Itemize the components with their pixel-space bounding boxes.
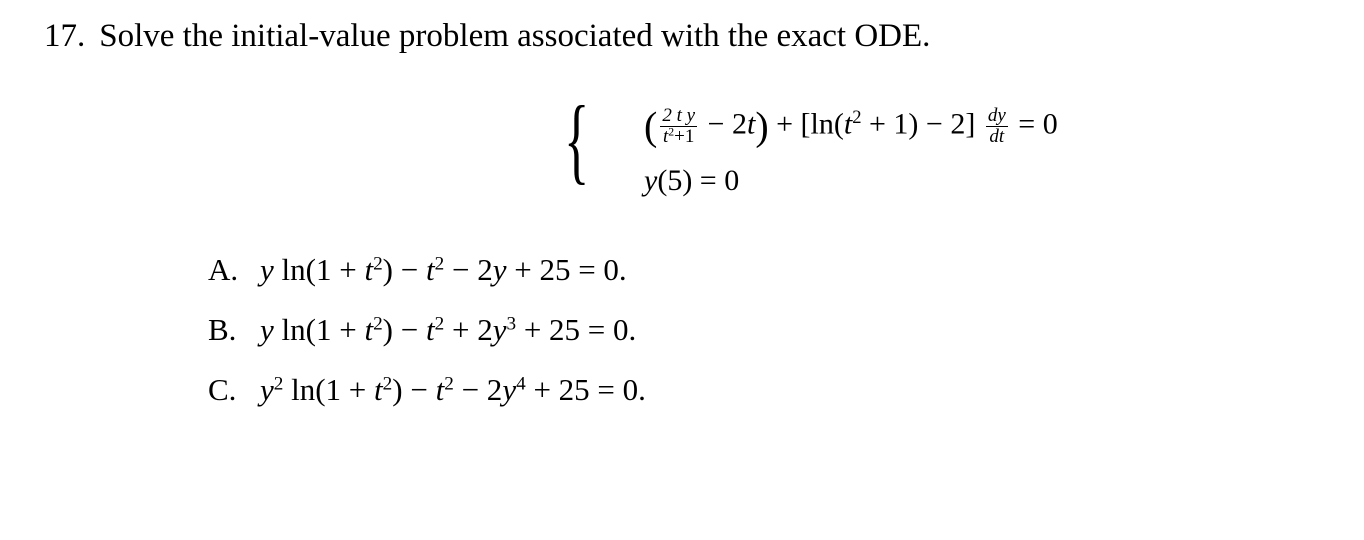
equals-zero: = 0 [1018, 107, 1058, 141]
fraction-numerator: 2 t y [662, 105, 696, 126]
t-variable: t [746, 107, 756, 141]
initial-value: (5) = 0 [657, 164, 740, 197]
derivative-dy-dt [986, 106, 1008, 147]
fraction-2ty [660, 106, 697, 147]
close-paren: ) [755, 103, 769, 149]
choice-letter: C. [208, 372, 237, 407]
left-brace: { [564, 86, 590, 193]
initial-y: y [644, 164, 658, 197]
answer-choices [208, 252, 646, 432]
question-heading [44, 18, 930, 55]
initial-condition [644, 164, 739, 198]
choice-c: C. $y^2$ $\ln(1 + t^2) - t^2 - 2y^4 + 25 = 0$. [208, 372, 646, 407]
bracket-t: t [843, 107, 853, 141]
choice-letter: B. [208, 312, 237, 347]
open-paren: ( [644, 103, 658, 149]
fraction-denominator: $t^2+1$ [662, 125, 695, 147]
bracket-exponent: 2 [852, 107, 862, 129]
derivative-denominator: dt [989, 125, 1005, 147]
question-text: Solve the initial-value problem associated with the exact ODE. [99, 18, 931, 54]
choice-letter: A. [208, 252, 239, 287]
bracket-term: + [ln( [776, 107, 844, 141]
choice-b: B. y $\ln(1 + t^2) - t^2 + 2y^3 + 25 = 0$. [208, 312, 637, 347]
choice-a: A. y $\ln(1 + t^2) - t^2 - 2y + 25 = 0$. [208, 252, 627, 287]
minus-two: − 2 [707, 107, 747, 141]
ode-equation [644, 103, 1058, 149]
derivative-numerator: dy [987, 105, 1006, 126]
question-number: 17. [44, 18, 86, 54]
ode-system [564, 86, 1284, 222]
bracket-rest: + 1) − 2] [861, 107, 976, 141]
